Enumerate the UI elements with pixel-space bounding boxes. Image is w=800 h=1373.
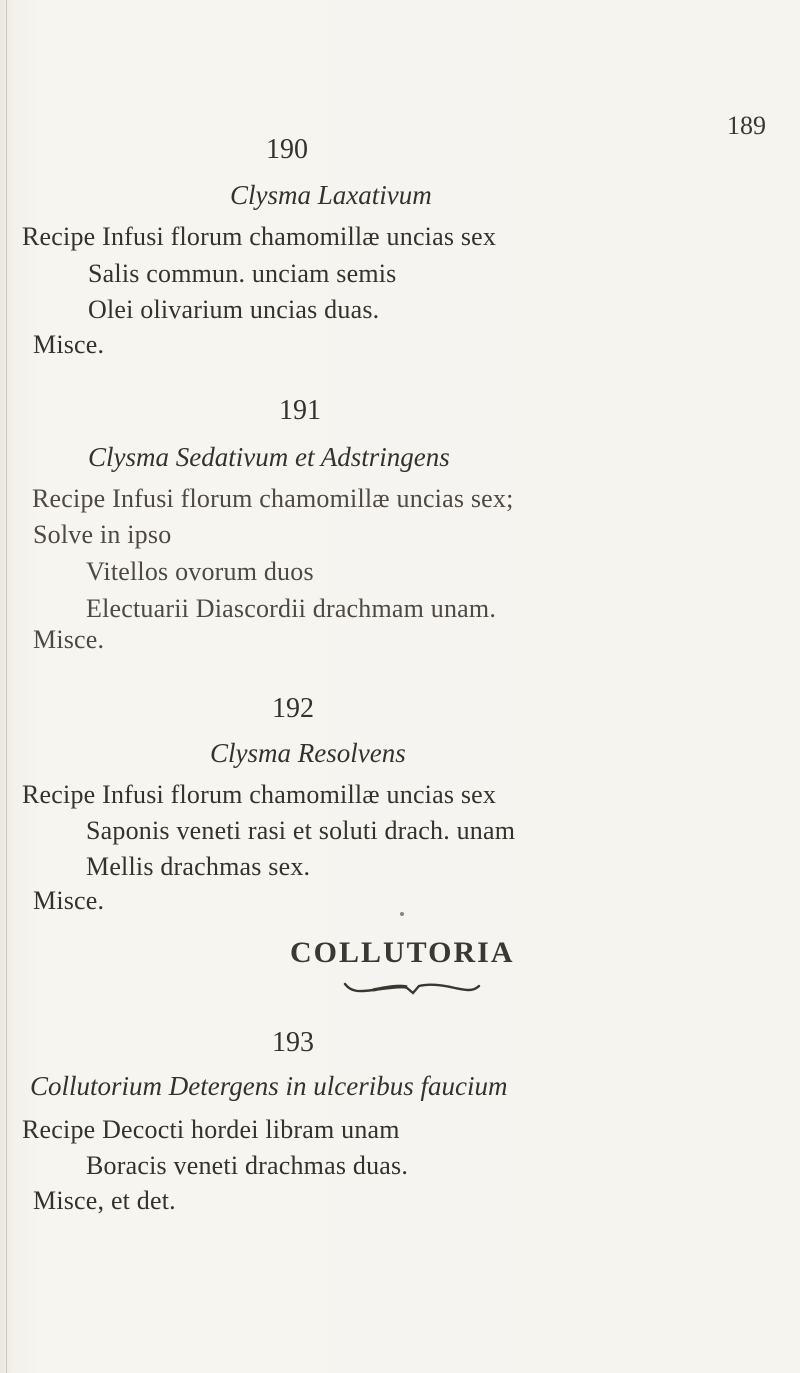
recipe-line: Boracis veneti drachmas duas. — [86, 1151, 409, 1180]
ink-speck — [400, 912, 404, 916]
flourish-rule-icon — [343, 978, 483, 1003]
recipe-line: Saponis veneti rasi et soluti drach. unam — [86, 816, 516, 845]
recipe-number: 192 — [272, 693, 314, 724]
recipe-line: Recipe Infusi florum chamomillæ uncias sex; — [32, 484, 514, 513]
page-number: 189 — [727, 111, 766, 140]
recipe-line: Misce, et det. — [33, 1186, 176, 1215]
recipe-line: Salis commun. unciam semis — [88, 259, 397, 288]
recipe-title: Clysma Sedativum et Adstringens — [88, 442, 450, 472]
recipe-title: Clysma Resolvens — [210, 738, 406, 768]
recipe-line: Vitellos ovorum duos — [86, 557, 314, 586]
recipe-line: Misce. — [33, 625, 105, 654]
recipe-line: Olei olivarium uncias duas. — [88, 295, 380, 324]
recipe-number: 190 — [266, 134, 308, 165]
recipe-line: Recipe Decocti hordei libram unam — [22, 1115, 400, 1144]
recipe-title: Clysma Laxativum — [230, 180, 432, 210]
recipe-line: Solve in ipso — [33, 520, 172, 549]
recipe-line: Misce. — [33, 886, 105, 915]
page-edge-shadow — [6, 0, 7, 1373]
recipe-line: Mellis drachmas sex. — [86, 852, 311, 881]
recipe-line: Recipe Infusi florum chamomillæ uncias sex — [22, 780, 497, 809]
recipe-line: Misce. — [33, 330, 105, 359]
recipe-title: Collutorium Detergens in ulceribus faucium — [30, 1071, 508, 1101]
recipe-number: 191 — [279, 395, 321, 426]
section-heading: COLLUTORIA — [290, 936, 515, 969]
recipe-line: Electuarii Diascordii drachmam unam. — [86, 594, 497, 623]
recipe-number: 193 — [272, 1027, 314, 1058]
recipe-line: Recipe Infusi florum chamomillæ uncias sex — [22, 222, 497, 251]
